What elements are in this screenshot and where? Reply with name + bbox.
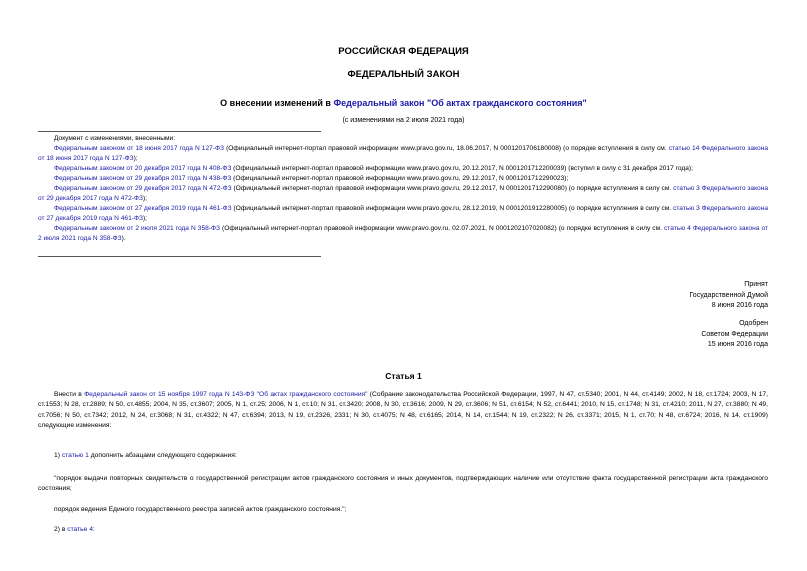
adopted-date: 8 июня 2016 года	[711, 302, 768, 309]
amendment-tail: );	[142, 195, 147, 202]
article-intro-text: (Собрание законодательства Российской Федерации, 1997, N 47, ст.5340; 2001, N 44, ст.4149; 2002, N 18, ст.1724; 2003, N 17, ст.1553; N 28, ст.2889; N 50, ст.4855; 2004, N 35, ст.3607; 2005, N 1, ст.25; 2006, N 1, ст.10; N 31, ст.3420; 2008, N 30, ст.3616; 2009, N 29, ст.3606; N 51, ст.6154; N 52, ст.6441; 2010, N 15, ст.1748; N 31, ст.4210; 2011, N 27, ст.3880; N 49, ст.7056; N 50, ст.7342; 2012, N 24, ст.3068; N 31, ст.4322; N 47, ст.6394; 2013, N 19, ст.2326, 2331; N 30, ст.4075; N 48, ст.6165; 2014, N 14, ст.1544; N 19, ст.2322; N 26, ст.3371; 2015, N 1, ст.70; N 48, ст.6724; 2016, N 14, ст.1909) следующие изменения:	[38, 391, 768, 430]
law-title	[0, 98, 807, 108]
amendment-link[interactable]: Федеральным законом от 29 декабря 2017 года N 472-ФЗ	[54, 185, 232, 192]
edition-note: (с изменениями на 2 июля 2021 года)	[342, 117, 465, 124]
amendment-text: (Официальный интернет-портал правовой информации www.pravo.gov.ru, 29.12.2017, N 0001201712290080) (о порядке вступления в силу см.	[231, 185, 674, 192]
amendment-item	[38, 224, 768, 244]
amendment-link[interactable]: Федеральным законом от 18 июня 2017 года N 127-ФЗ	[54, 145, 224, 152]
amendment-article-link[interactable]: статью 3 Федерального закона от 29 декабря 2017 года N 472-ФЗ	[38, 185, 769, 202]
amendment-text: (Официальный интернет-портал правовой информации www.pravo.gov.ru, 29.12.2017, N 0001201712290023);	[231, 175, 569, 182]
quote-1	[38, 474, 768, 495]
law-title-link[interactable]: Федеральный закон "Об актах гражданского состояния"	[333, 98, 587, 108]
approved-label: Одобрен	[739, 320, 768, 327]
article-intro	[38, 390, 768, 432]
amendment-item	[38, 204, 768, 224]
approved-date: 15 июня 2016 года	[707, 341, 768, 348]
item2-link[interactable]: статье 4	[67, 526, 93, 533]
amendment-link[interactable]: Федеральным законом от 20 декабря 2017 года N 408-ФЗ	[54, 165, 232, 172]
amendment-article-link[interactable]: статью 3 Федерального закона от 27 декабря 2019 года N 461-ФЗ	[38, 205, 769, 222]
item1-text: дополнить абзацами следующего содержания:	[88, 452, 237, 459]
quote-2-text: порядок ведения Единого государственного реестра записей актов гражданского состояния.";	[54, 506, 347, 513]
amendments-list	[38, 134, 768, 244]
item2-text: :	[92, 526, 95, 533]
quote-2	[38, 505, 768, 515]
article-heading: Статья 1	[385, 371, 422, 381]
amendment-tail: );	[133, 155, 138, 162]
amendment-link[interactable]: Федеральным законом от 2 июля 2021 года N 358-ФЗ	[54, 225, 220, 232]
amendment-tail: );	[142, 215, 147, 222]
amendment-item	[38, 174, 768, 184]
amendment-text: (Официальный интернет-портал правовой информации www.pravo.gov.ru, 20.12.2017, N 0001201712200039) (вступил в силу с 31 декабря 2017 года);	[231, 165, 693, 172]
article-item-1	[38, 451, 768, 461]
amendment-link[interactable]: Федеральным законом от 29 декабря 2017 года N 438-ФЗ	[54, 175, 232, 182]
amendment-item	[38, 184, 768, 204]
approved-body: Советом Федерации	[701, 330, 768, 338]
amendment-article-link[interactable]: статью 14 Федерального закона от 18 июня 2017 года N 127-ФЗ	[38, 145, 769, 162]
amendment-item	[38, 164, 768, 174]
law-title-prefix: О внесении изменений в	[220, 98, 334, 108]
article-item-2	[38, 525, 768, 535]
amendment-text: (Официальный интернет-портал правовой информации www.pravo.gov.ru, 28.12.2019, N 0001201912280005) (о порядке вступления в силу см.	[231, 205, 674, 212]
adopted-block	[689, 280, 768, 312]
adopted-label: Принят	[744, 281, 768, 288]
amendment-article-link[interactable]: статью 4 Федерального закона от 2 июля 2021 года N 358-ФЗ	[38, 225, 768, 242]
amendment-text: (Официальный интернет-портал правовой информации www.pravo.gov.ru, 18.06.2017, N 0001201706180008) (о порядке вступления в силу см.	[224, 145, 669, 152]
amendment-link[interactable]: Федеральным законом от 27 декабря 2019 года N 461-ФЗ	[54, 205, 232, 212]
adopted-body: Государственной Думой	[689, 291, 768, 299]
amendment-item	[38, 144, 768, 164]
quote-1-text: "порядок выдачи повторных свидетельств о государственной регистрации актов гражданского состояния и иных документов, подтверждающих наличие или отсутствие факта государственной регистрации акта гражданского состояния;	[38, 475, 768, 493]
country-heading: РОССИЙСКАЯ ФЕДЕРАЦИЯ	[338, 46, 469, 57]
law-type-heading: ФЕДЕРАЛЬНЫЙ ЗАКОН	[347, 69, 460, 80]
amendment-text: (Официальный интернет-портал правовой информации www.pravo.gov.ru, 02.07.2021, N 0001202107020082) (о порядке вступления в силу см.	[220, 225, 664, 232]
amendment-tail: ).	[121, 235, 126, 242]
divider-top	[38, 131, 321, 132]
item1-prefix: 1)	[54, 452, 62, 459]
item1-link[interactable]: статью 1	[61, 452, 89, 459]
approved-block	[701, 319, 768, 351]
amendments-intro: Документ с изменениями, внесенными:	[54, 135, 176, 142]
article-intro-link[interactable]: Федеральный закон от 15 ноября 1997 года N 143-ФЗ "Об актах гражданского состояния"	[84, 391, 368, 398]
article-intro-prefix: Внести в	[54, 391, 85, 398]
item2-prefix: 2) в	[54, 526, 68, 533]
divider-bottom	[38, 256, 321, 257]
